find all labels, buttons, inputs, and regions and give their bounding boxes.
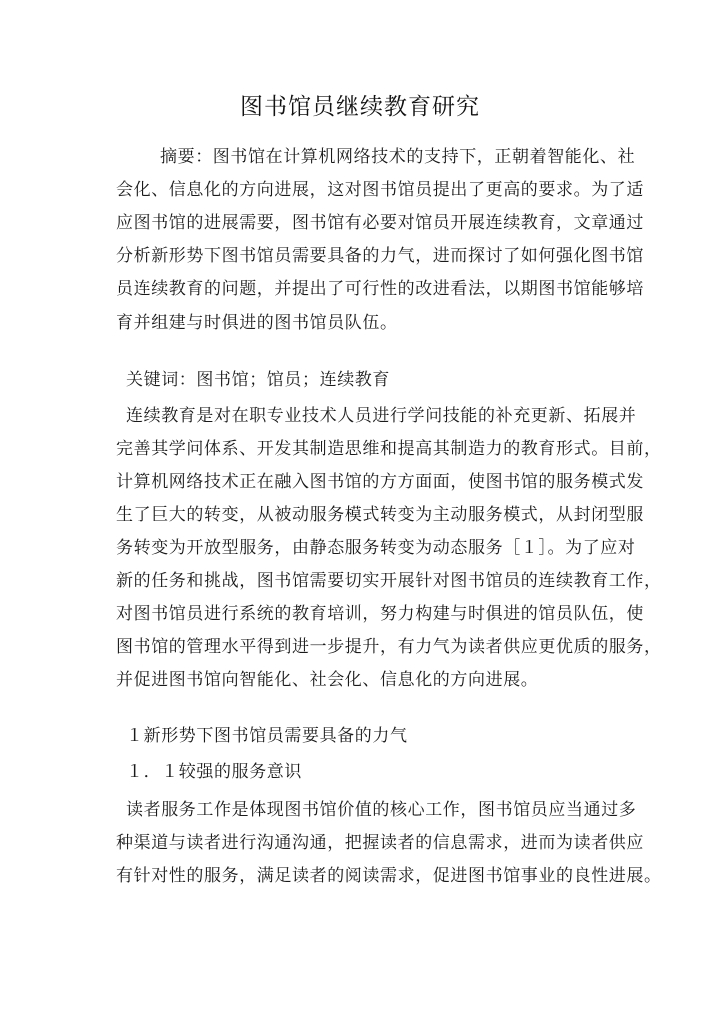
- abstract-line: 应图书馆的进展需要，图书馆有必要对馆员开展连续教育，文章通过: [116, 213, 644, 233]
- body-line: 并促进图书馆向智能化、社会化、信息化的方向进展。: [116, 670, 539, 690]
- body-line: 图书馆的管理水平得到进一步提升，有力气为读者供应更优质的服务，: [116, 637, 662, 657]
- body-line: 有针对性的服务，满足读者的阅读需求，促进图书馆事业的良性进展。: [116, 866, 662, 886]
- body-line: 生了巨大的转变，从被动服务模式转变为主动服务模式，从封闭型服: [116, 505, 644, 525]
- body-line: 计算机网络技术正在融入图书馆的方方面面，使图书馆的服务模式发: [116, 472, 644, 492]
- body-line: 完善其学问体系、开发其制造思维和提高其制造力的教育形式。目前，: [116, 439, 662, 459]
- body-line: 读者服务工作是体现图书馆价值的核心工作，图书馆员应当通过多: [126, 800, 637, 820]
- section-heading: １新形势下图书馆员需要具备的力气: [126, 726, 408, 746]
- abstract-line: 摘要：图书馆在计算机网络技术的支持下，正朝着智能化、社: [160, 147, 636, 167]
- body-line: 新的任务和挑战，图书馆需要切实开展针对图书馆员的连续教育工作，: [116, 571, 662, 591]
- abstract-line: 分析新形势下图书馆员需要具备的力气，进而探讨了如何强化图书馆: [116, 246, 644, 266]
- abstract-line: 会化、信息化的方向进展，这对图书馆员提出了更高的要求。为了适: [116, 180, 644, 200]
- body-line: 对图书馆员进行系统的教育培训，努力构建与时俱进的馆员队伍，使: [116, 604, 644, 624]
- body-line: 种渠道与读者进行沟通沟通，把握读者的信息需求，进而为读者供应: [116, 833, 644, 853]
- abstract-line: 育并组建与时俱进的图书馆员队伍。: [116, 313, 398, 333]
- subsection-heading: １．１较强的服务意识: [126, 762, 302, 782]
- body-line: 务转变为开放型服务，由静态服务转变为动态服务［１］。为了应对: [116, 538, 636, 558]
- body-line: 连续教育是对在职专业技术人员进行学问技能的补充更新、拓展并: [126, 406, 637, 426]
- abstract-line: 员连续教育的问题，并提出了可行性的改进看法，以期图书馆能够培: [116, 279, 644, 299]
- keywords-line: 关键词：图书馆；馆员；连续教育: [126, 370, 390, 390]
- document-title: 图书馆员继续教育研究: [240, 94, 480, 120]
